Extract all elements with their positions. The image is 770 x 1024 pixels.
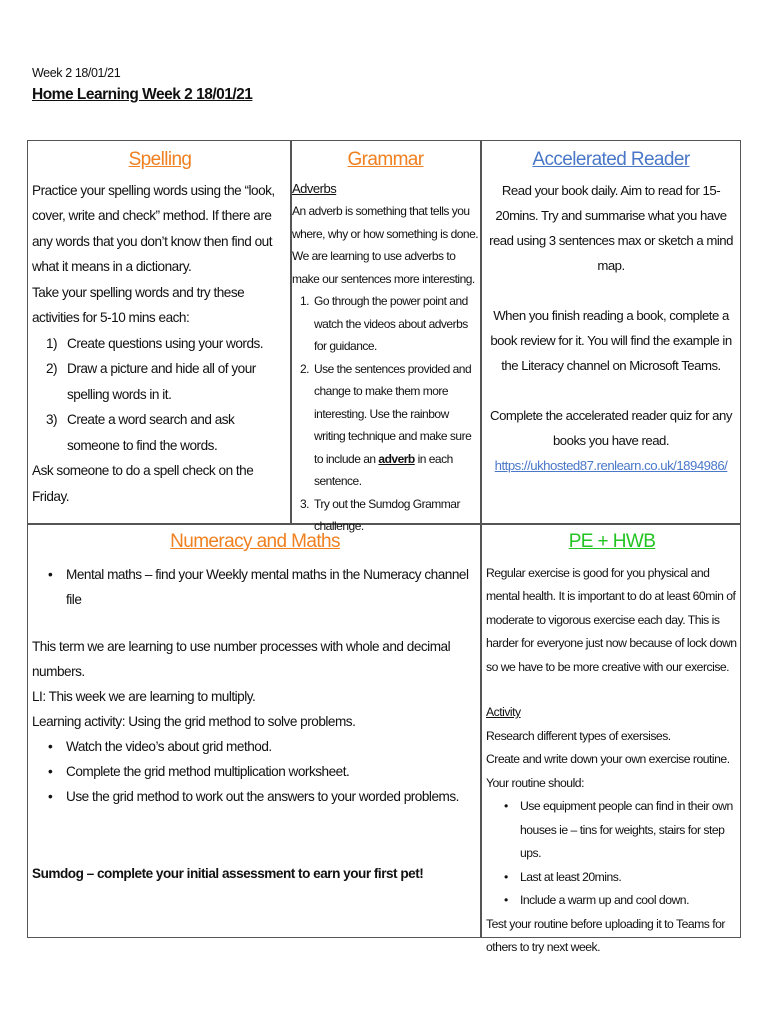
reader-quiz-link[interactable]: https://ukhosted87.renlearn.co.uk/1894986/: [494, 457, 728, 473]
list-item: 2) Draw a picture and hide all of your spelling words in it.: [46, 361, 256, 402]
reader-cell: [484, 149, 738, 519]
pe-routine-list: [486, 795, 738, 913]
grammar-title: Grammar: [347, 149, 424, 170]
numeracy-sumdog: Sumdog – complete your initial assessment to earn your first pet!: [32, 865, 424, 881]
numeracy-top-list: [32, 562, 478, 612]
spelling-activity-list: [32, 331, 288, 459]
list-item: 2. Use the sentences provided and change to make them more interesting. Use the rainbow writing technique and make sure to include an adverb in each sentence.: [300, 361, 472, 489]
list-item: • Use equipment people can find in their own houses ie – tins for weights, stairs for step ups.: [486, 795, 738, 866]
spelling-cell: [32, 149, 288, 519]
pe-closing: Test your routine before uploading it to Teams for others to try next week.: [486, 916, 725, 955]
list-item: • Use the grid method to work out the answers to your worded problems.: [32, 784, 478, 809]
spelling-closing: Ask someone to do a spell check on the Friday.: [32, 463, 254, 504]
numeracy-cell: [32, 531, 478, 935]
grammar-intro: An adverb is something that tells you where, why or how something is done. We are learning to use adverbs to make our sentences more interesting.: [292, 204, 479, 286]
numeracy-line-3: Learning activity: Using the grid method to solve problems.: [32, 713, 356, 729]
spelling-activities-intro: Take your spelling words and try these activities for 5-10 mins each:: [32, 284, 245, 326]
pe-line-1: Research different types of exersises.: [486, 728, 671, 743]
week-line: Week 2 18/01/21: [32, 66, 121, 80]
reader-para-2: When you finish reading a book, complete a book review for it. You will find the example in the Literacy channel on Microsoft Teams.: [490, 307, 732, 373]
list-item: • Complete the grid method multiplication worksheet.: [32, 759, 478, 784]
reader-para-3: Complete the accelerated reader quiz for any books you have read.: [490, 407, 732, 448]
spelling-intro: Practice your spelling words using the “look, cover, write and check” method. If there are any words that you don’t know then find out what it means in a dictionary.: [32, 182, 275, 275]
list-item: • Watch the video’s about grid method.: [32, 734, 478, 759]
list-item: 3. Try out the Sumdog Grammar challenge.: [300, 496, 460, 534]
grammar-cell: [292, 149, 479, 534]
page-header: [32, 66, 252, 104]
pe-line-2: Create and write down your own exercise routine.: [486, 752, 730, 767]
learning-grid: [27, 140, 741, 955]
divider-numeracy-pe: [480, 524, 482, 938]
pe-cell: [486, 531, 738, 955]
page-title: Home Learning Week 2 18/01/21: [32, 86, 253, 103]
numeracy-line-2: LI: This week we are learning to multiply.: [32, 688, 256, 704]
pe-line-3: Your routine should:: [486, 775, 584, 790]
list-item: • Last at least 20mins.: [486, 866, 738, 890]
list-item: • Include a warm up and cool down.: [486, 889, 738, 913]
list-item: • Mental maths – find your Weekly mental maths in the Numeracy channel file: [32, 562, 478, 612]
pe-activity-heading: Activity: [486, 705, 521, 720]
spelling-title: Spelling: [128, 149, 192, 170]
reader-para-1: Read your book daily. Aim to read for 15-20mins. Try and summarise what you have read using 3 sentences max or sketch a mind map.: [489, 182, 733, 273]
list-item: 3) Create a word search and ask someone to find the words.: [46, 412, 235, 453]
list-item: 1. Go through the power point and watch the videos about adverbs for guidance.: [300, 294, 468, 354]
numeracy-line-1: This term we are learning to use number processes with whole and decimal numbers.: [32, 638, 451, 679]
reader-title: Accelerated Reader: [532, 149, 690, 170]
list-item: 1) Create questions using your words.: [46, 335, 264, 351]
grammar-subheading: Adverbs: [292, 180, 337, 196]
pe-intro: Regular exercise is good for you physical and mental health. It is important to do at least 60min of moderate to vigorous exercise each day. This is harder for everyone just now because of lock down so we have to be more creative with our exercise.: [486, 565, 737, 674]
grammar-task-list: [292, 290, 479, 538]
pe-title: PE + HWB: [568, 531, 656, 552]
numeracy-task-list: [32, 734, 478, 809]
divider-grammar-reader: [480, 141, 482, 524]
numeracy-title: Numeracy and Maths: [170, 531, 340, 552]
